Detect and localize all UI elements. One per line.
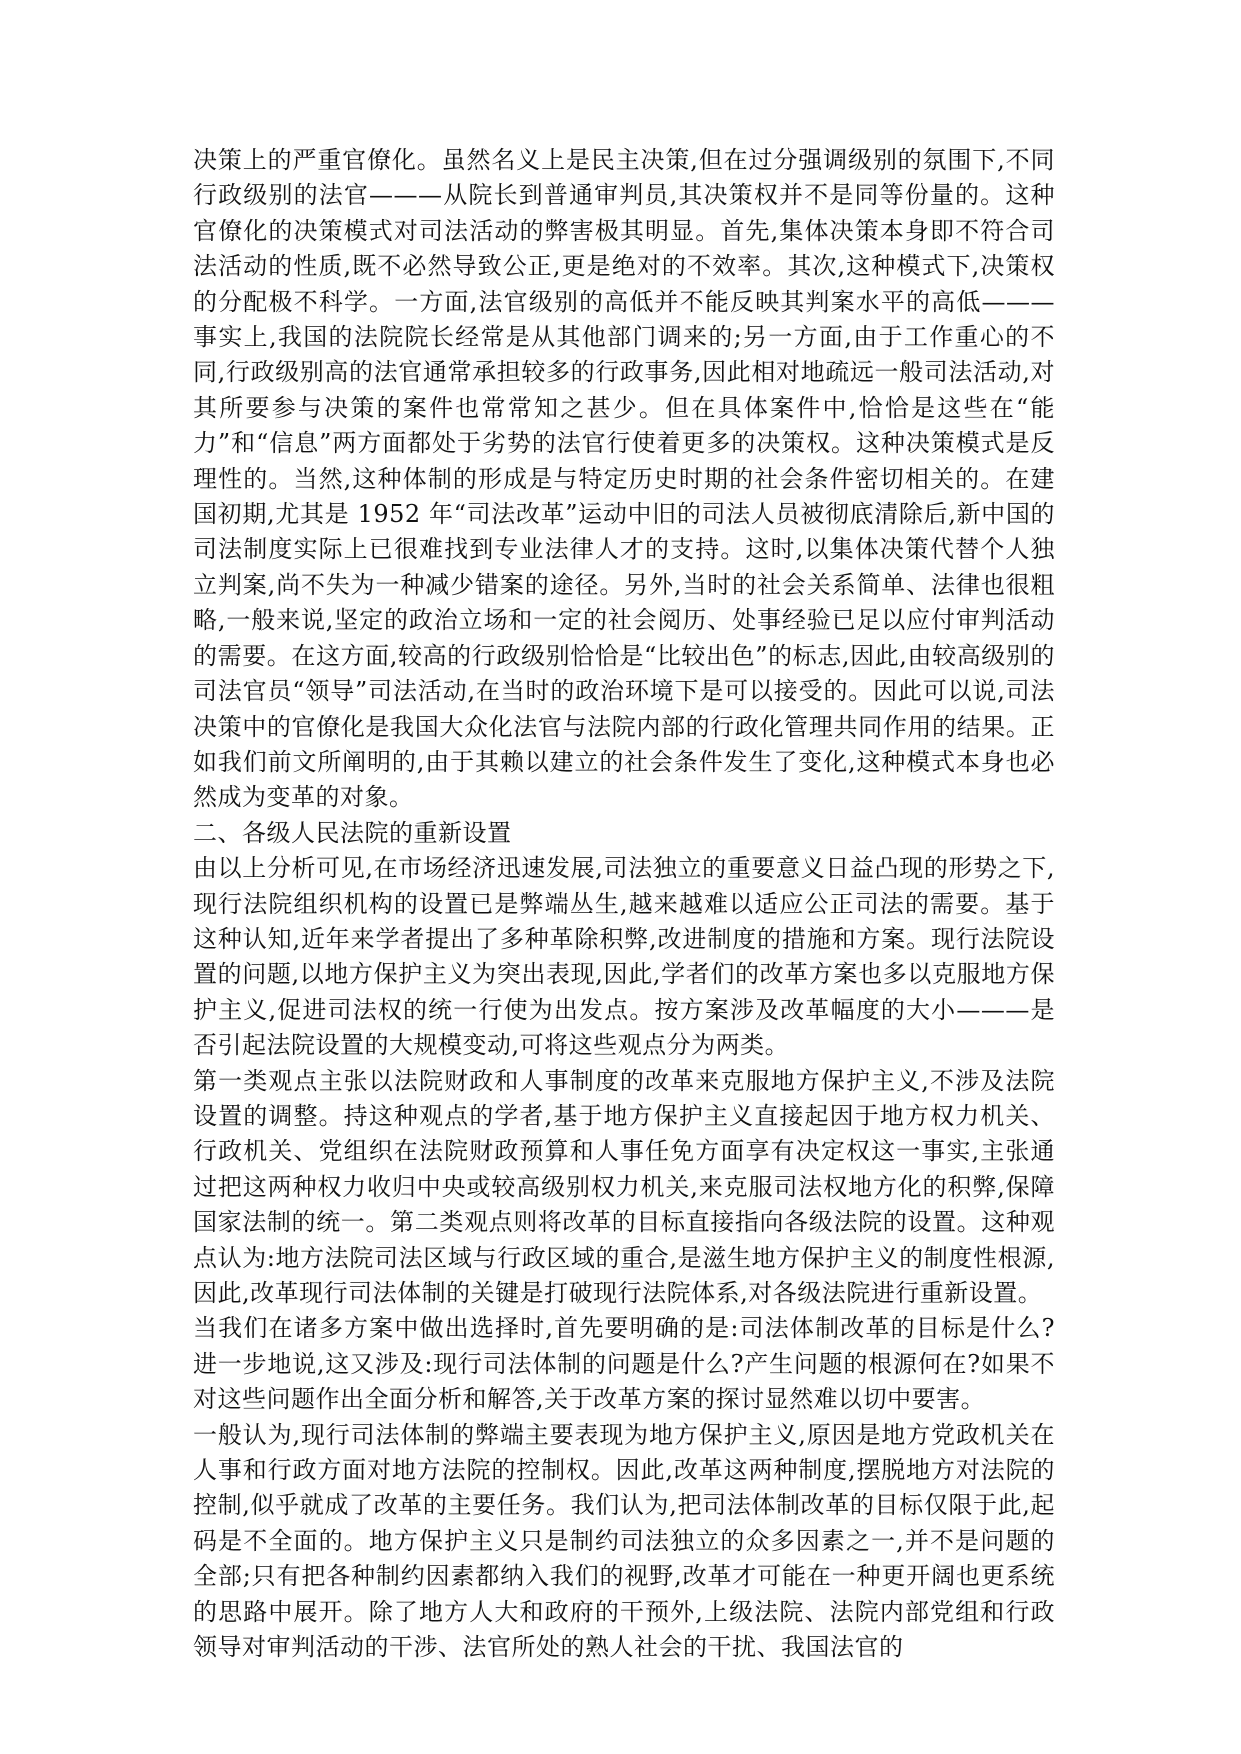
paragraph-reform-goal-question: 当我们在诸多方案中做出选择时,首先要明确的是:司法体制改革的目标是什么?进一步地说,这又涉及:现行司法体制的问题是什么?产生问题的根源何在?如果不对这些问题作出全面分析和解答,关于改革方案的探讨显然难以切中要害。: [193, 1314, 1055, 1414]
section-heading-court-reorganization: 二、各级人民法院的重新设置: [193, 818, 512, 847]
paragraph-general-view: 一般认为,现行司法体制的弊端主要表现为地方保护主义,原因是地方党政机关在人事和行政方面对地方法院的控制权。因此,改革这两种制度,摆脱地方对法院的控制,似乎就成了改革的主要任务。我们认为,把司法体制改革的目标仅限于此,起码是不全面的。地方保护主义只是制约司法独立的众多因素之一,并不是问题的全部;只有把各种制约因素都纳入我们的视野,改革才可能在一种更开阔也更系统的思路中展开。除了地方人大和政府的干预外,上级法院、法院内部党组和行政领导对审判活动的干涉、法官所处的熟人社会的干扰、我国法官的: [193, 1420, 1055, 1662]
document-body: [193, 143, 1055, 1665]
paragraph-analysis-intro: 由以上分析可见,在市场经济迅速发展,司法独立的重要意义日益凸现的形势之下,现行法院组织机构的设置已是弊端丛生,越来越难以适应公正司法的需要。基于这种认知,近年来学者提出了多种革除积弊,改进制度的措施和方案。现行法院设置的问题,以地方保护主义为突出表现,因此,学者们的改革方案也多以克服地方保护主义,促进司法权的统一行使为出发点。按方案涉及改革幅度的大小———是否引起法院设置的大规模变动,可将这些观点分为两类。: [193, 854, 1055, 1060]
paragraph-bureaucratic-decision: 决策上的严重官僚化。虽然名义上是民主决策,但在过分强调级别的氛围下,不同行政级别的法官———从院长到普通审判员,其决策权并不是同等份量的。这种官僚化的决策模式对司法活动的弊害极其明显。首先,集体决策本身即不符合司法活动的性质,既不必然导致公正,更是绝对的不效率。其次,这种模式下,决策权的分配极不科学。一方面,法官级别的高低并不能反映其判案水平的高低———事实上,我国的法院院长经常是从其他部门调来的;另一方面,由于工作重心的不同,行政级别高的法官通常承担较多的行政事务,因此相对地疏远一般司法活动,对其所要参与决策的案件也常常知之甚少。但在具体案件中,恰恰是这些在“能力”和“信息”两方面都处于劣势的法官行使着更多的决策权。这种决策模式是反理性的。当然,这种体制的形成是与特定历史时期的社会条件密切相关的。在建国初期,尤其是 1952 年“司法改革”运动中旧的司法人员被彻底清除后,新中国的司法制度实际上已很难找到专业法律人才的支持。这时,以集体决策代替个人独立判案,尚不失为一种减少错案的途径。另外,当时的社会关系简单、法律也很粗略,一般来说,坚定的政治立场和一定的社会阅历、处事经验已足以应付审判活动的需要。在这方面,较高的行政级别恰恰是“比较出色”的标志,因此,由较高级别的司法官员“领导”司法活动,在当时的政治环境下是可以接受的。因此可以说,司法决策中的官僚化是我国大众化法官与法院内部的行政化管理共同作用的结果。正如我们前文所阐明的,由于其赖以建立的社会条件发生了变化,这种模式本身也必然成为变革的对象。: [193, 146, 1055, 812]
paragraph-first-view: 第一类观点主张以法院财政和人事制度的改革来克服地方保护主义,不涉及法院设置的调整。持这种观点的学者,基于地方保护主义直接起因于地方权力机关、行政机关、党组织在法院财政预算和人事任免方面享有决定权这一事实,主张通过把这两种权力收归中央或较高级别权力机关,来克服司法权地方化的积弊,保障国家法制的统一。第二类观点则将改革的目标直接指向各级法院的设置。这种观点认为:地方法院司法区域与行政区域的重合,是滋生地方保护主义的制度性根源,因此,改革现行司法体制的关键是打破现行法院体系,对各级法院进行重新设置。: [193, 1066, 1055, 1307]
